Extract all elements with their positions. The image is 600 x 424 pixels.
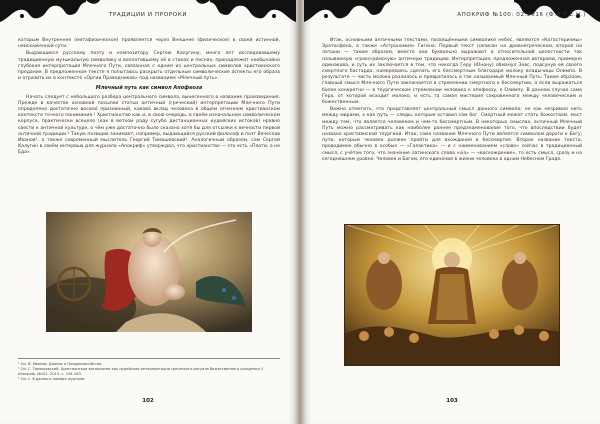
right-body-text	[322, 38, 582, 164]
running-head-right: АПОКРИФ №100: 02.2016 (Ф.5 Т.Е.Н.)	[457, 12, 586, 18]
running-head-left: ТРАДИЦИИ И ПРОРОКИ	[108, 12, 188, 18]
left-page	[0, 0, 296, 424]
left-paragraph-3: Начать следует с небольшого разбора центрального символа, вынесенного в название произведения. Прежде в качестве основной посылки статьи античный (греческий) интерпретации Млечного Пути определено достаточно весомо́ признанный, какова́ вклад человека в общем огненном христианском контексте точного понимания.¹ Христианство как и, в свою очередь, в своём изначальном символическом корпусе, практически всецело (как в ветхом раду сугубо дистанционных иудейских истоков) нравно свести к античной культуре, о чём уже достаточно было сказано хотя бы для отсылки к вечности первой античной традиции.² Такую позицию занимает, например, выдающийся русский философ и поэт Вячеслав Иванов², а также современный мыслитель Георгий Тимашевский³. Аналогичным образом, сам Сергей Калугин в своём интервью для журнала «Апокриф» утверждал, что христианство — это есть «Плоти, а не Еда».	[18, 94, 280, 156]
footnote-3: ³ См. с. 8 данного номера журнала.	[18, 377, 86, 381]
left-body-text	[18, 38, 280, 158]
footnote-2: ² См. Г. Тимашевский. Христианское восприятие как иудейская интерпретация греческого ритуала божественного рождения // Апокриф. №101. 2015. с. 154-163.	[18, 367, 264, 376]
right-page	[304, 0, 600, 424]
footnotes-left	[18, 358, 280, 382]
book-gutter	[296, 0, 304, 424]
left-paragraph-2: Выдающиеся русскому поэту и композитору Сергею Калугину, много лет исследовавшему традиционную музыкальную символику и воплотившему её в стихах и песнях, принадлежит необычайно глубокая интерпретация Млечного Пути, связанная с одним из центральных символов христианского предания. В предложенном тексте я попытаюсь раскрыть отдельные символические аспекты его образа и отразить их в контексте «Оргии Праведников» под названием «Млечный путь».	[18, 51, 280, 82]
painting-birth-of-milky-way	[46, 212, 252, 332]
icon-painting-ascension	[344, 224, 560, 366]
footnote-1: ¹ См. В. Иванов. Дионис и Прадионисийство.	[18, 362, 103, 366]
section-subheading: Млечный путь как символ Апофеоза	[95, 85, 203, 92]
page-number-left: 102	[142, 398, 154, 404]
right-paragraph-2: Важно отметить, что представляет центральный смысл данного символа: не как незримая нить между мирами, а как путь — следы, которые оставил сам бог. Смертный может стать божеством, мост между тем, что является человеком и чем-то бессмертным. В некоторых смыслах, античный Млечный Путь можно рассматривать как наиболее раннее предзнаменование того, что впоследствии будет названо христианской теургией. Итак, само название Млечного Пути является символом дороги к Богу, пути, которым человек должен пройти для вхождения в бессмертие. Второе название текста, проводимое обычно в особых — «Галактика» — и с наименованием «слово» сейчас в традиционный смысл, с учётом того, что значение латинского слова «via» — «восхождение», то есть смысл, сразу и на сегодняшнем уровне. Человек и Богом, его единение в жизни человека в одном Небесном Граде.	[322, 107, 582, 162]
page-number-right: 103	[446, 398, 458, 404]
left-paragraph-1: которым Внутреннее (метафизическое) проявляется через Внешнее (физическое) в своей истинной, неискаженной сути.	[18, 38, 280, 50]
right-paragraph-1: Итак, основными античными текстами, посвящёнными символике небес, являются «Катастеризмы» Эратосфена, а также «Астрономия» Гигина. Первый текст написан на древнегреческом, второй на латыни — таким образом, вместе они буквально выражают в относительной целостности так называемую «греко-римскую» античную традицию. Интерпретация, предложенная авторами, примерно одинакова, и суть их заключается в том, что некогда Геру (Юнону) обманул Зевс, подсунув ей своего смертного бастарда, намереваясь сделать его бессмертным благодаря молоку владычицы Олимпа. В результате — чисть молока разлилось и превратилось в так называемый Млечный Путь. Таким образом, главный смысл Млечного Пути заключается в стремлении смертного к бессмертию, а если выражаться более конкретно — в теургическом стремлении человека к апофеозу, к Олимпу. В данном случае сама Гера, от которой исходит молоко, и есть та самая мистерия сокровенного между человеческим и божественным.	[322, 38, 582, 106]
